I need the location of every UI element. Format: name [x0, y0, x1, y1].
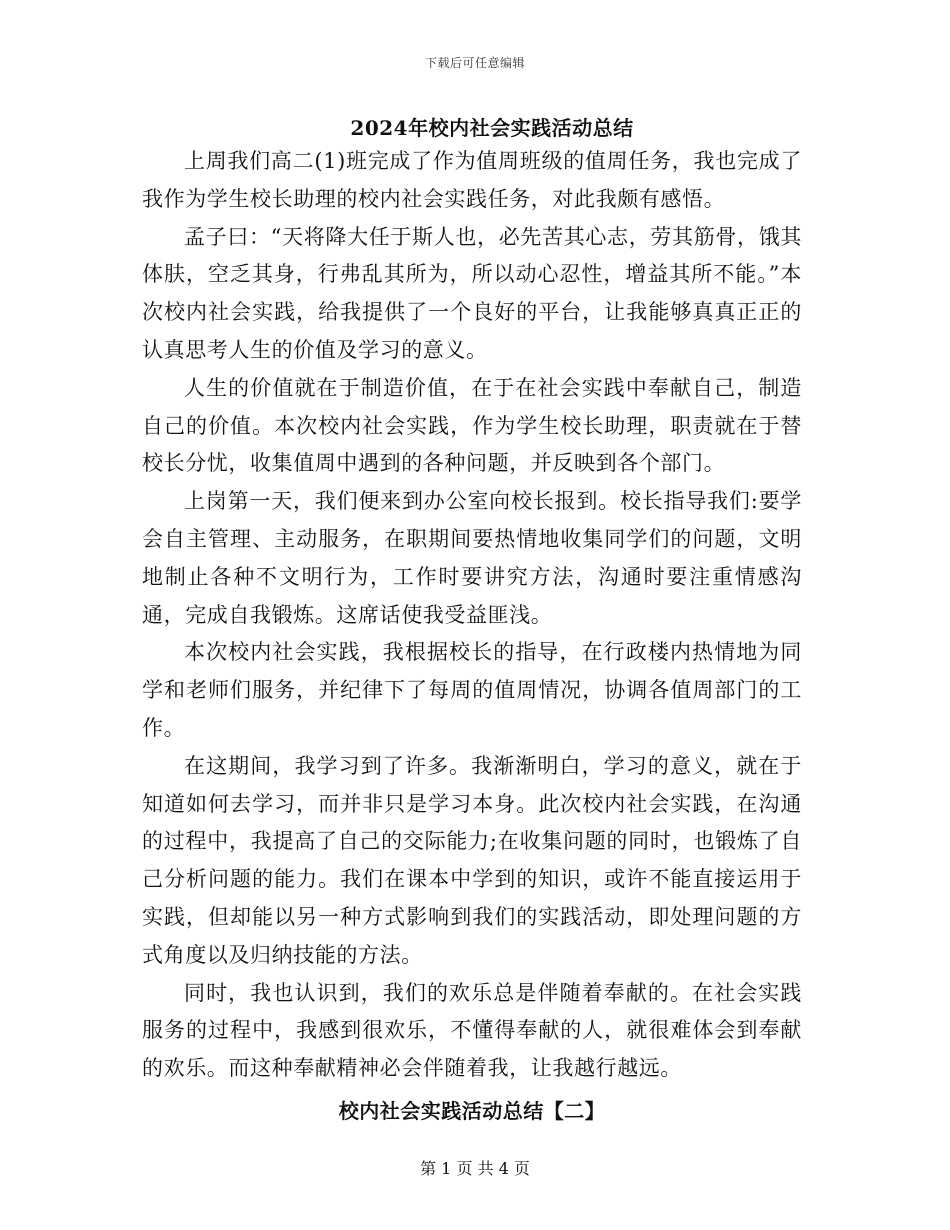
section-title-2: 校内社会实践活动总结【二】 — [338, 1098, 606, 1123]
paragraph-6: 在这期间，我学习到了许多。我渐渐明白，学习的意义，就在于知道如何去学习，而并非只是学习本身。此次校内社会实践，在沟通的过程中，我提高了自己的交际能力;在收集问题的同时，也锻炼了自己分析问题的能力。我们在课本中学到的知识，或许不能直接运用于实践，但却能以另一种方式影响到我们的实践活动，即处理问题的方式角度以及归纳技能的方法。 — [142, 753, 802, 967]
document-body — [142, 113, 802, 1126]
paragraph-5: 本次校内社会实践，我根据校长的指导，在行政楼内热情地为同学和老师们服务，并纪律下了每周的值周情况，协调各值周部门的工作。 — [142, 640, 802, 740]
document-title: 2024年校内社会实践活动总结 — [350, 116, 634, 140]
header-note: 下载后可任意编辑 — [424, 56, 525, 70]
paragraph-2: 孟子曰：“天将降大任于斯人也，必先苦其心志，劳其筋骨，饿其体肤，空乏其身，行弗乱其所为，所以动心忍性，增益其所不能。”本次校内社会实践，给我提供了一个良好的平台，让我能够真真正正的认真思考人生的价值及学习的意义。 — [142, 224, 802, 362]
paragraph-7: 同时，我也认识到，我们的欢乐总是伴随着奉献的。在社会实践服务的过程中，我感到很欢乐，不懂得奉献的人，就很难体会到奉献的欢乐。而这种奉献精神必会伴随着我，让我越行越远。 — [142, 980, 802, 1081]
page-number: 第 1 页 共 4 页 — [420, 1159, 530, 1178]
paragraph-4: 上岗第一天，我们便来到办公室向校长报到。校长指导我们:要学会自主管理、主动服务，在职期间要热情地收集同学们的问题，文明地制止各种不文明行为，工作时要讲究方法，沟通时要注重情感沟通，完成自我锻炼。这席话使我受益匪浅。 — [142, 489, 802, 627]
paragraph-1: 上周我们高二(1)班完成了作为值周班级的值周任务，我也完成了我作为学生校长助理的校内社会实践任务，对此我颇有感悟。 — [142, 149, 802, 211]
paragraph-3: 人生的价值就在于制造价值，在于在社会实践中奉献自己，制造自己的价值。本次校内社会实践，作为学生校长助理，职责就在于替校长分忧，收集值周中遇到的各种问题，并反映到各个部门。 — [142, 375, 802, 476]
